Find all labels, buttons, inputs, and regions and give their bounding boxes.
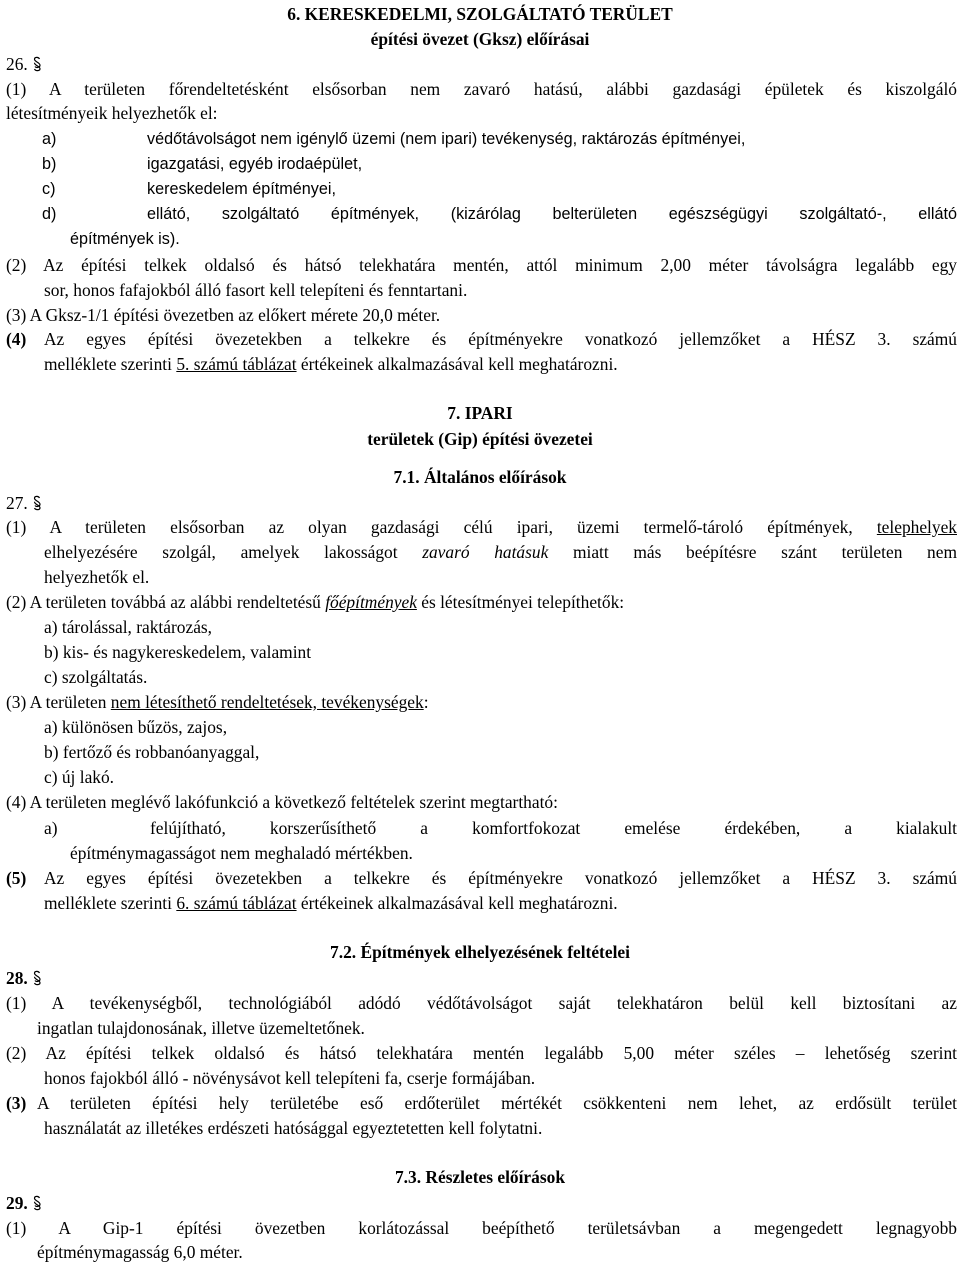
paragraph-number: 29. [6,1193,28,1213]
p26-1-line1: (1) A területen főrendeltetésként elsősorban nem zavaró hatású, alábbi gazdasági épületek és kiszolgáló [6,79,957,99]
paragraph-number: 27. [6,493,28,513]
p26-4-line1: Az egyes építési övezetekben a telkekre és építményekre vonatkozó jellemzőket a HÉSZ 3. számú [44,329,957,349]
section-sign-icon [32,495,42,511]
section-7-title: 7. IPARI [447,403,513,423]
p27-4: (4) A területen meglévő lakófunkció a következő feltételek szerint megtartható: [6,792,558,812]
p29-1-line2: építménymagasság 6,0 méter. [37,1242,243,1262]
table-6-reference: 6. számú táblázat [176,893,297,913]
p26-4-line2: melléklete szerinti 5. számú táblázat értékeinek alkalmazásával kell meghatározni. [44,354,618,374]
p26-item-a-label: a) [42,130,57,148]
p27-5-line1: Az egyes építési övezetekben a telkekre és építményekre vonatkozó jellemzőket a HÉSZ 3. számú [44,868,957,888]
p28-1-line1: (1) A tevékenységből, technológiából adódó védőtávolságot saját telekhatáron belül kell biztosítani az [6,993,957,1013]
section-7-subtitle: területek (Gip) építési övezetei [367,429,593,449]
paragraph-27-heading [6,491,42,515]
p28-3-number: (3) [6,1093,27,1113]
p26-item-b-text: igazgatási, egyéb irodaépület, [147,155,363,173]
p26-2-line2: sor, honos fafajokból álló fasort kell telepíteni és fenntartani. [44,280,468,300]
p27-1-line1: (1) A területen elsősorban az olyan gazdasági célú ipari, üzemi termelő-tároló építmények, telephelyek [6,517,957,537]
p28-1-line2: ingatlan tulajdonosának, illetve üzemeltetőnek. [37,1018,365,1038]
section-7-1-heading: 7.1. Általános előírások [393,467,567,487]
p28-3-line1: A területen építési hely területébe eső erdőterület mértékét csökkenteni nem lehet, az erdősült terület [37,1093,957,1113]
section-sign-icon [32,970,42,986]
p29-1-line1: (1) A Gip-1 építési övezetben korlátozással beépíthető területsávban a megengedett legnagyobb [6,1218,957,1238]
paragraph-29-heading [6,1191,42,1215]
p26-item-c-label: c) [42,180,56,198]
p27-4-item-a-line1: felújítható, korszerűsíthető a komfortfokozat emelése érdekében, a kialakult [150,818,957,838]
p27-3-item-b: b) fertőző és robbanóanyaggal, [44,742,260,762]
section-7-2-heading: 7.2. Építmények elhelyezésének feltételei [330,942,630,962]
p27-1-line2: elhelyezésére szolgál, amelyek lakosságot zavaró hatásuk miatt más beépítésre szánt területen nem [44,542,957,562]
p27-2-item-c: c) szolgáltatás. [44,667,148,687]
p27-1-line3: helyezhetők el. [44,567,150,587]
section-sign-icon [32,1195,42,1211]
p27-2: (2) A területen továbbá az alábbi rendeltetésű főépítmények és létesítményei telepíthetők: [6,592,625,612]
p26-4-number: (4) [6,329,27,349]
p27-4-item-a-line2: építménymagasságot nem meghaladó mértékben. [70,843,413,863]
section-6-subtitle: építési övezet (Gksz) előírásai [370,29,590,49]
p26-item-c-text: kereskedelem építményei, [147,180,336,198]
p28-3-line2: használatát az illetékes erdészeti hatósággal egyeztetetten kell folytatni. [44,1118,543,1138]
p26-1-line2: létesítményeik helyezhetők el: [6,103,218,123]
p26-item-d-label: d) [42,205,57,223]
p26-item-d-text-cont: építmények is). [70,230,180,248]
table-5-reference: 5. számú táblázat [176,354,297,374]
paragraph-26-heading [6,52,42,76]
paragraph-28-heading [6,966,42,990]
paragraph-number: 26. [6,54,28,74]
section-sign-icon [32,56,42,72]
p27-2-item-a: a) tárolással, raktározás, [44,617,213,637]
telephelyek-link: telephelyek [876,517,957,537]
p27-4-item-a-label: a) [44,818,58,838]
p26-item-b-label: b) [42,155,57,173]
p28-2-line2: honos fajokból álló - növénysávot kell telepíteni fa, cserje formájában. [44,1068,536,1088]
p27-3: (3) A területen nem létesíthető rendeltetések, tevékenységek: [6,692,429,712]
p27-3-item-c: c) új lakó. [44,767,115,787]
section-7-3-heading: 7.3. Részletes előírások [394,1167,565,1187]
p27-3-item-a: a) különösen bűzös, zajos, [44,717,228,737]
p26-3: (3) A Gksz-1/1 építési övezetben az előkert mérete 20,0 méter. [6,305,441,325]
p26-2-line1: (2) Az építési telkek oldalsó és hátsó telekhatára mentén, attól minimum 2,00 méter távolságra legalább egy [6,255,957,275]
section-6-title: 6. KERESKEDELMI, SZOLGÁLTATÓ TERÜLET [287,4,673,24]
p28-2-line1: (2) Az építési telkek oldalsó és hátsó telekhatára mentén legalább 5,00 méter széles – lehetőség szerint [6,1043,957,1063]
p26-item-d-text: ellátó, szolgáltató építmények, (kizárólag belterületen egészségügyi szolgáltató-, ellátó [147,205,957,223]
p27-5-line2: melléklete szerinti 6. számú táblázat értékeinek alkalmazásával kell meghatározni. [44,893,618,913]
paragraph-number: 28. [6,968,28,988]
p27-5-number: (5) [6,868,27,888]
p27-2-item-b: b) kis- és nagykereskedelem, valamint [44,642,312,662]
p26-item-a-text: védőtávolságot nem igénylő üzemi (nem ipari) tevékenység, raktározás építményei, [147,130,746,148]
